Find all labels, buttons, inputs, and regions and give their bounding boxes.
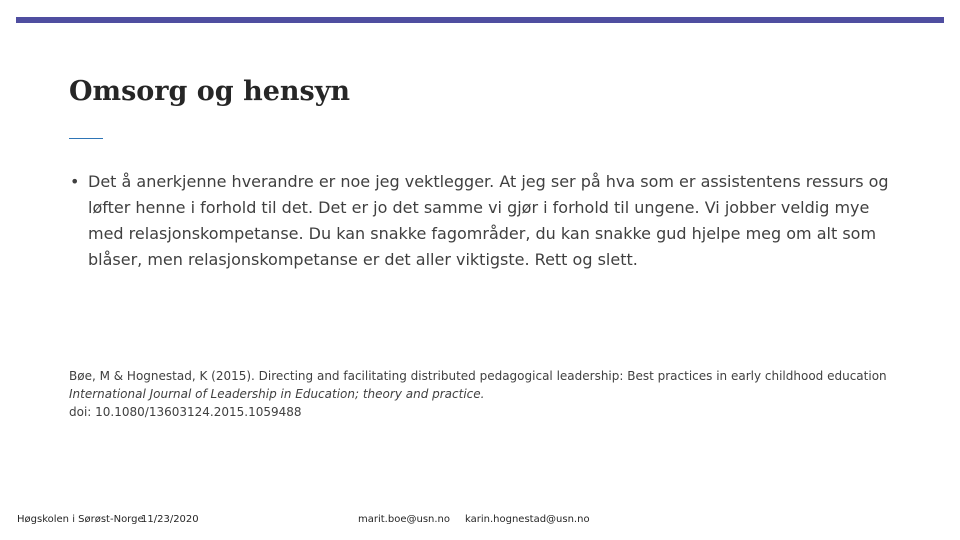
slide-title: Omsorg og hensyn [69,76,351,107]
footer-date: 11/23/2020 [141,514,199,525]
footer-email-marit: marit.boe@usn.no [358,514,450,525]
bullet-dot: • [70,172,80,191]
title-underline [69,138,103,139]
reference-journal: International Journal of Leadership in Education; theory and practice. [69,387,485,401]
footer-organization: Høgskolen i Sørøst-Norge [17,514,144,525]
reference-authors: Bøe, M & Hognestad, K (2015). Directing and facilitating distributed pedagogical leadership: Best practices in early childhood education [69,369,887,383]
footer-email-karin: karin.hognestad@usn.no [465,514,590,525]
reference-doi: doi: 10.1080/13603124.2015.1059488 [69,405,302,419]
top-accent-bar [16,17,944,23]
reference-citation [69,367,919,421]
bullet-item [70,169,890,273]
bullet-text: Det å anerkjenne hverandre er noe jeg vektlegger. At jeg ser på hva som er assistentens ressurs og løfter henne i forhold til det. Det er jo det samme vi gjør i forhold til ungene. Vi jobber veldig mye med relasjonskompetanse. Du kan snakke fagområder, du kan snakke gud hjelpe meg om alt som blåser, men relasjonskompetanse er det aller viktigste. Rett og slett. [88,172,889,269]
